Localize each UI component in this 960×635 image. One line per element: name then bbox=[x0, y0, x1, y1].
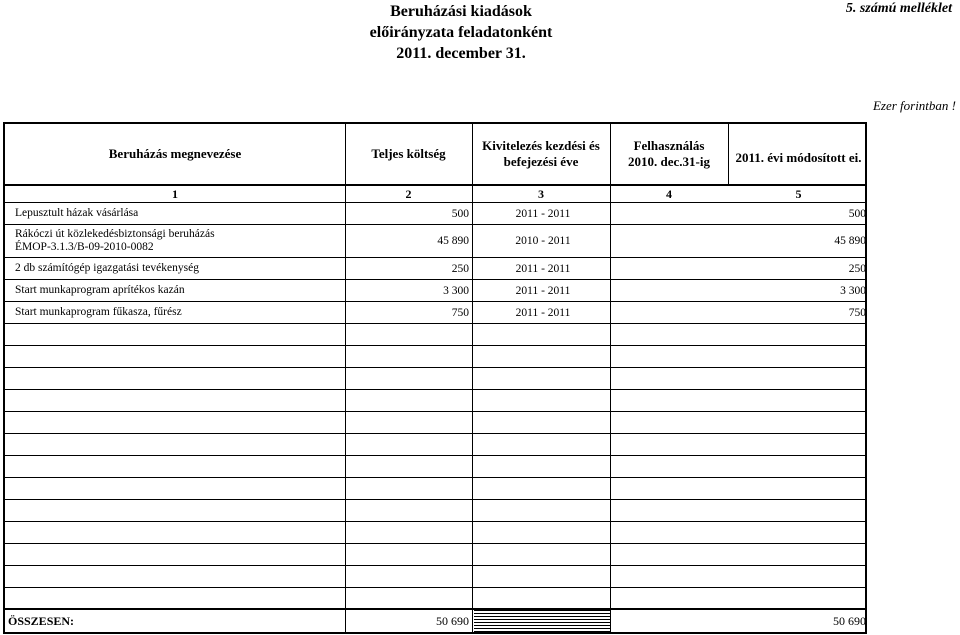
row-divider bbox=[5, 521, 865, 522]
row-cost: 3 300 bbox=[443, 284, 469, 297]
header-divider bbox=[5, 184, 865, 186]
table-row bbox=[5, 225, 865, 257]
table-row bbox=[5, 203, 865, 224]
title-line-3: 2011. december 31. bbox=[396, 45, 526, 62]
row-cost: 250 bbox=[451, 262, 469, 275]
row-divider bbox=[5, 587, 865, 588]
row-divider bbox=[5, 411, 865, 412]
column-number: 5 bbox=[795, 187, 802, 201]
row-cost: 45 890 bbox=[437, 235, 469, 247]
row-years: 2010 - 2011 bbox=[515, 235, 571, 247]
row-modified: 250 bbox=[848, 262, 866, 275]
row-name: Start munkaprogram fűkasza, fűrész bbox=[15, 306, 182, 318]
total-cost: 50 690 bbox=[436, 614, 469, 628]
row-modified: 750 bbox=[848, 306, 866, 319]
total-modified: 50 690 bbox=[833, 614, 866, 628]
row-years: 2011 - 2011 bbox=[515, 207, 571, 220]
row-modified: 3 300 bbox=[840, 284, 866, 297]
investment-table bbox=[3, 122, 867, 634]
column-number: 1 bbox=[172, 187, 178, 201]
row-modified: 500 bbox=[848, 207, 866, 220]
annex-label: 5. számú melléklet bbox=[845, 1, 952, 16]
title-line-2: előirányzata feladatonként bbox=[369, 24, 553, 41]
row-divider bbox=[5, 565, 865, 566]
row-divider bbox=[5, 323, 865, 324]
header-usage bbox=[610, 124, 728, 184]
column-number: 2 bbox=[405, 187, 412, 201]
header-usage-line1: Felhasználás bbox=[633, 138, 705, 153]
row-name: Lepusztult házak vásárlása bbox=[15, 207, 139, 219]
row-years: 2011 - 2011 bbox=[515, 262, 571, 275]
table-row bbox=[5, 258, 865, 279]
hatched-cell bbox=[474, 610, 610, 632]
column-number: 4 bbox=[666, 187, 672, 201]
header-total-cost: Teljes költség bbox=[371, 146, 446, 161]
currency-note: Ezer forintban ! bbox=[872, 98, 956, 113]
column-number: 3 bbox=[538, 187, 544, 201]
total-row bbox=[5, 610, 865, 632]
header-modified: 2011. évi módosított ei. bbox=[735, 150, 862, 165]
row-divider bbox=[5, 499, 865, 500]
table-row bbox=[5, 302, 865, 323]
row-cost: 500 bbox=[451, 207, 469, 220]
header-usage-line2: 2010. dec.31-ig bbox=[628, 154, 710, 169]
total-label: ÖSSZESEN: bbox=[8, 614, 75, 628]
row-cost: 750 bbox=[451, 306, 469, 319]
header-name: Beruházás megnevezése bbox=[108, 146, 242, 161]
row-name: Rákóczi út közlekedésbiztonsági beruházás ÉMOP-3.1.3/B-09-2010-0082 bbox=[15, 228, 215, 253]
row-divider bbox=[5, 543, 865, 544]
document-title bbox=[300, 1, 622, 64]
row-years: 2011 - 2011 bbox=[515, 284, 571, 297]
row-divider bbox=[5, 367, 865, 368]
row-name: Start munkaprogram aprítékos kazán bbox=[15, 284, 185, 296]
row-divider bbox=[5, 455, 865, 456]
row-divider bbox=[5, 345, 865, 346]
title-line-1: Beruházási kiadások bbox=[390, 3, 532, 20]
row-divider bbox=[5, 433, 865, 434]
row-modified: 45 890 bbox=[834, 235, 866, 247]
row-divider bbox=[5, 389, 865, 390]
row-name: 2 db számítógép igazgatási tevékenység bbox=[15, 262, 199, 274]
row-divider bbox=[5, 477, 865, 478]
row-years: 2011 - 2011 bbox=[515, 306, 571, 319]
header-period: Kivitelezés kezdési és befejezési éve bbox=[482, 138, 600, 169]
table-row bbox=[5, 280, 865, 301]
